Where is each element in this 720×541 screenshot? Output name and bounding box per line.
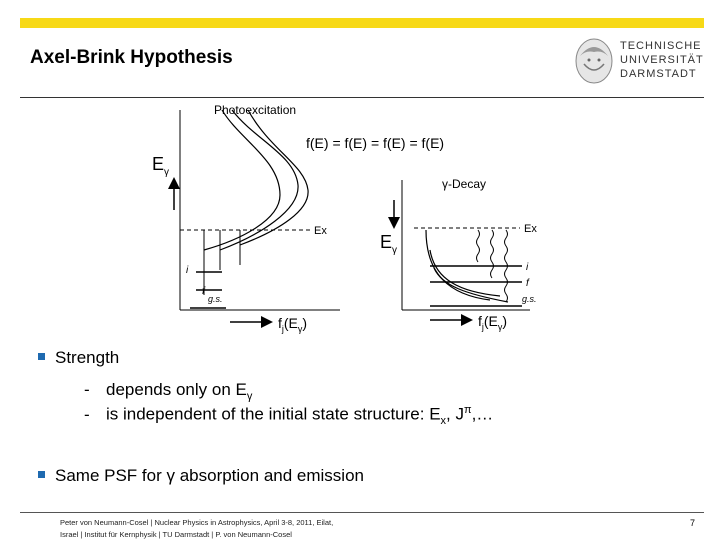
slide-title: Axel-Brink Hypothesis <box>30 47 233 68</box>
decay-wave-2 <box>491 230 494 278</box>
decay-strength-curve-1 <box>426 230 490 300</box>
footer-divider <box>20 512 704 513</box>
bullet-square-icon <box>38 471 45 478</box>
energy-axis-label: $E_\gamma$ <box>152 154 170 178</box>
level-f-label: f <box>202 286 205 297</box>
ex-level-label: Ex <box>314 225 327 237</box>
page-number: 7 <box>690 518 696 528</box>
bullet-same-psf: Same PSF for γ absorption and emission <box>38 466 364 486</box>
axel-brink-diagram <box>130 100 560 340</box>
logo-line-2: UNIVERSITÄT <box>620 54 704 66</box>
strength-axis-label-right: $f_j(E_\gamma)$ <box>478 313 508 332</box>
photoexcitation-label: Photoexcitation <box>214 103 297 117</box>
strength-curve-f <box>204 110 280 250</box>
level-i-label: i <box>186 265 189 276</box>
gamma-decay-label: γ-Decay <box>442 177 487 191</box>
athena-head-icon <box>572 36 616 86</box>
level-f-label-right: f <box>526 278 529 289</box>
gs-label-right: g.s. <box>522 294 537 304</box>
title-divider <box>20 97 704 98</box>
decay-strength-curve-2 <box>430 250 500 296</box>
tu-darmstadt-logo <box>572 36 712 92</box>
bullet-strength: Strength <box>38 348 119 368</box>
sub-bullet-independent: - is independent of the initial state structure: $E_x$, $J^\pi,\dots$ <box>84 404 494 428</box>
level-i-label-right: i <box>526 262 529 273</box>
sub-bullet-depends: - depends only on $E_\gamma$ <box>84 380 253 403</box>
footer-line-2: Israel | Institut für Kernphysik | TU Darmstadt | P. von Neumann-Cosel <box>60 530 292 539</box>
strength-axis-label: $f_j(E_\gamma)$ <box>278 315 308 334</box>
logo-line-3: DARMSTADT <box>620 68 697 80</box>
gamma-decay-panel <box>380 177 537 332</box>
footer-line-1: Peter von Neumann-Cosel | Nuclear Physics in Astrophysics, April 3-8, 2011, Eilat, <box>60 518 334 527</box>
bullet-square-icon <box>38 353 45 360</box>
ex-level-label-right: Ex <box>524 223 537 235</box>
header-accent-bar <box>20 18 704 28</box>
equality-equation: f(E) = f(E) = f(E) = f(E) <box>306 135 445 151</box>
decay-wave-1 <box>477 230 480 262</box>
gs-label: g.s. <box>208 294 223 304</box>
footer-citation <box>60 517 333 541</box>
logo-line-1: TECHNISCHE <box>620 40 702 52</box>
strength-curve-gs <box>240 110 308 245</box>
strength-curve-i <box>220 110 298 250</box>
energy-axis-label-right: $E_\gamma$ <box>380 232 398 256</box>
decay-strength-curve-3 <box>434 268 508 302</box>
